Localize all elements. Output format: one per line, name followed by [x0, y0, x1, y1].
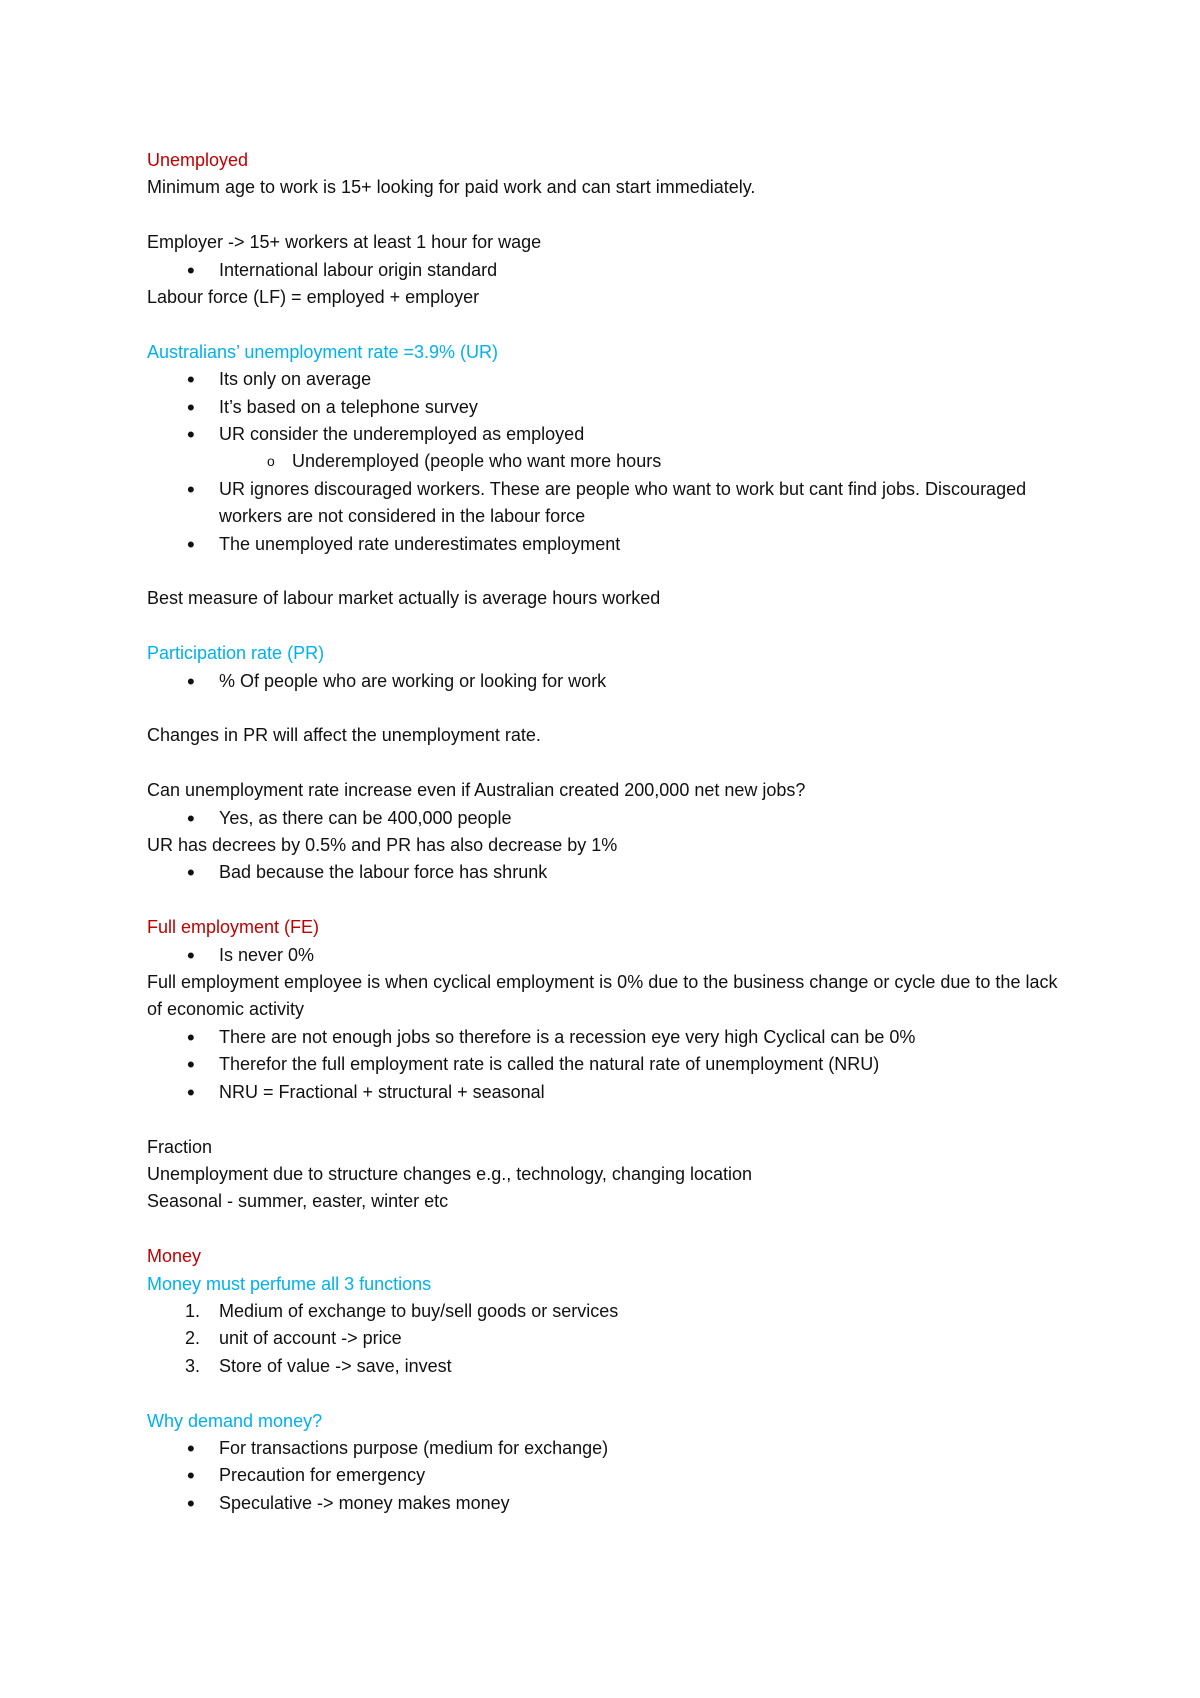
- list-item-text: Yes, as there can be 400,000 people: [219, 807, 512, 828]
- paragraph: Employer -> 15+ workers at least 1 hour for wage: [147, 232, 542, 253]
- paragraph: Labour force (LF) = employed + employer: [147, 287, 480, 308]
- list-item-text: % Of people who are working or looking for work: [219, 670, 607, 691]
- blank-line: [147, 1106, 1077, 1133]
- paragraph: Full employment employee is when cyclical employment is 0% due to the business change or cycle due to the lack of economic activity: [147, 972, 1058, 1020]
- blank-line: [147, 558, 1077, 585]
- list-item: [147, 366, 1077, 393]
- list-item-text: Precaution for emergency: [219, 1465, 426, 1486]
- bullet-icon: •: [187, 531, 195, 557]
- bullet-icon: •: [187, 942, 195, 968]
- paragraph: Unemployment due to structure changes e.g., technology, changing location: [147, 1163, 753, 1184]
- list-item-text: Medium of exchange to buy/sell goods or services: [219, 1300, 619, 1321]
- list-item-text: Speculative -> money makes money: [219, 1492, 510, 1513]
- list-item-text: It’s based on a telephone survey: [219, 396, 478, 417]
- list-item-text: The unemployed rate underestimates employment: [219, 533, 621, 554]
- heading-full-employment: Full employment (FE): [147, 917, 320, 938]
- heading-money: Money: [147, 1246, 202, 1267]
- paragraph: Changes in PR will affect the unemployment rate.: [147, 725, 541, 746]
- bullet-icon: •: [187, 476, 195, 502]
- bullet-icon: •: [187, 367, 195, 393]
- list-item: [147, 1462, 1077, 1489]
- bullet-icon: •: [187, 1490, 195, 1516]
- bullet-icon: •: [187, 668, 195, 694]
- list-item-text: For transactions purpose (medium for exchange): [219, 1437, 609, 1458]
- heading-why-demand-money: Why demand money?: [147, 1410, 323, 1431]
- bullet-icon: •: [187, 1435, 195, 1461]
- bullet-icon: •: [187, 1024, 195, 1050]
- blank-line: [147, 1216, 1077, 1243]
- blank-line: [147, 1380, 1077, 1407]
- paragraph: Seasonal - summer, easter, winter etc: [147, 1191, 449, 1212]
- list-item-text: NRU = Fractional + structural + seasonal: [219, 1081, 545, 1102]
- bullet-icon: •: [187, 257, 195, 283]
- list-number: 1.: [185, 1300, 201, 1321]
- paragraph: UR has decrees by 0.5% and PR has also decrease by 1%: [147, 835, 618, 856]
- list-item-text: unit of account -> price: [219, 1328, 402, 1349]
- list-item-text: International labour origin standard: [219, 259, 498, 280]
- hollow-bullet-icon: o: [267, 453, 275, 470]
- list-item: [147, 257, 1077, 284]
- sub-list-item: [147, 448, 1077, 475]
- document-body: [147, 147, 1077, 1517]
- list-item: [147, 1051, 1077, 1078]
- list-item-text: Store of value -> save, invest: [219, 1355, 452, 1376]
- bullet-icon: •: [187, 1463, 195, 1489]
- bullet-icon: •: [187, 394, 195, 420]
- bullet-icon: •: [187, 422, 195, 448]
- list-item: [147, 1435, 1077, 1462]
- list-item: [147, 476, 1077, 531]
- list-item: [147, 421, 1077, 448]
- list-item: [147, 805, 1077, 832]
- list-item: [147, 1490, 1077, 1517]
- bullet-icon: •: [187, 1052, 195, 1078]
- list-item-text: Its only on average: [219, 369, 372, 390]
- list-item: [147, 1024, 1077, 1051]
- blank-line: [147, 311, 1077, 338]
- paragraph: Best measure of labour market actually is average hours worked: [147, 588, 661, 609]
- heading-participation-rate: Participation rate (PR): [147, 643, 325, 664]
- paragraph: Minimum age to work is 15+ looking for paid work and can start immediately.: [147, 177, 756, 198]
- blank-line: [147, 750, 1077, 777]
- heading-unemployed: Unemployed: [147, 150, 249, 170]
- numbered-list-item: [147, 1325, 1077, 1352]
- blank-line: [147, 887, 1077, 914]
- list-item-text: Is never 0%: [219, 944, 315, 965]
- blank-line: [147, 613, 1077, 640]
- bullet-icon: •: [187, 805, 195, 831]
- subheading-money-functions: Money must perfume all 3 functions: [147, 1273, 432, 1294]
- list-item: [147, 942, 1077, 969]
- list-item: [147, 1079, 1077, 1106]
- bullet-icon: •: [187, 1079, 195, 1105]
- list-item: [147, 668, 1077, 695]
- list-item: [147, 859, 1077, 886]
- list-item-text: Therefor the full employment rate is called the natural rate of unemployment (NRU): [219, 1054, 880, 1075]
- heading-unemployment-rate: Australians’ unemployment rate =3.9% (UR): [147, 341, 498, 362]
- numbered-list-item: [147, 1298, 1077, 1325]
- bullet-icon: •: [187, 860, 195, 886]
- list-item: [147, 531, 1077, 558]
- list-item: [147, 394, 1077, 421]
- list-number: 3.: [185, 1355, 201, 1376]
- paragraph: Can unemployment rate increase even if Australian created 200,000 net new jobs?: [147, 780, 806, 801]
- list-number: 2.: [185, 1328, 201, 1349]
- blank-line: [147, 695, 1077, 722]
- list-item-text: UR consider the underemployed as employed: [219, 424, 585, 445]
- list-item-text: UR ignores discouraged workers. These are people who want to work but cant find jobs. Discouraged workers are not considered in the labour force: [219, 478, 1027, 527]
- numbered-list-item: [147, 1353, 1077, 1380]
- sub-list-item-text: Underemployed (people who want more hours: [292, 451, 662, 472]
- paragraph: Fraction: [147, 1136, 213, 1157]
- list-item-text: There are not enough jobs so therefore is a recession eye very high Cyclical can be 0%: [219, 1026, 916, 1047]
- blank-line: [147, 202, 1077, 229]
- list-item-text: Bad because the labour force has shrunk: [219, 862, 548, 883]
